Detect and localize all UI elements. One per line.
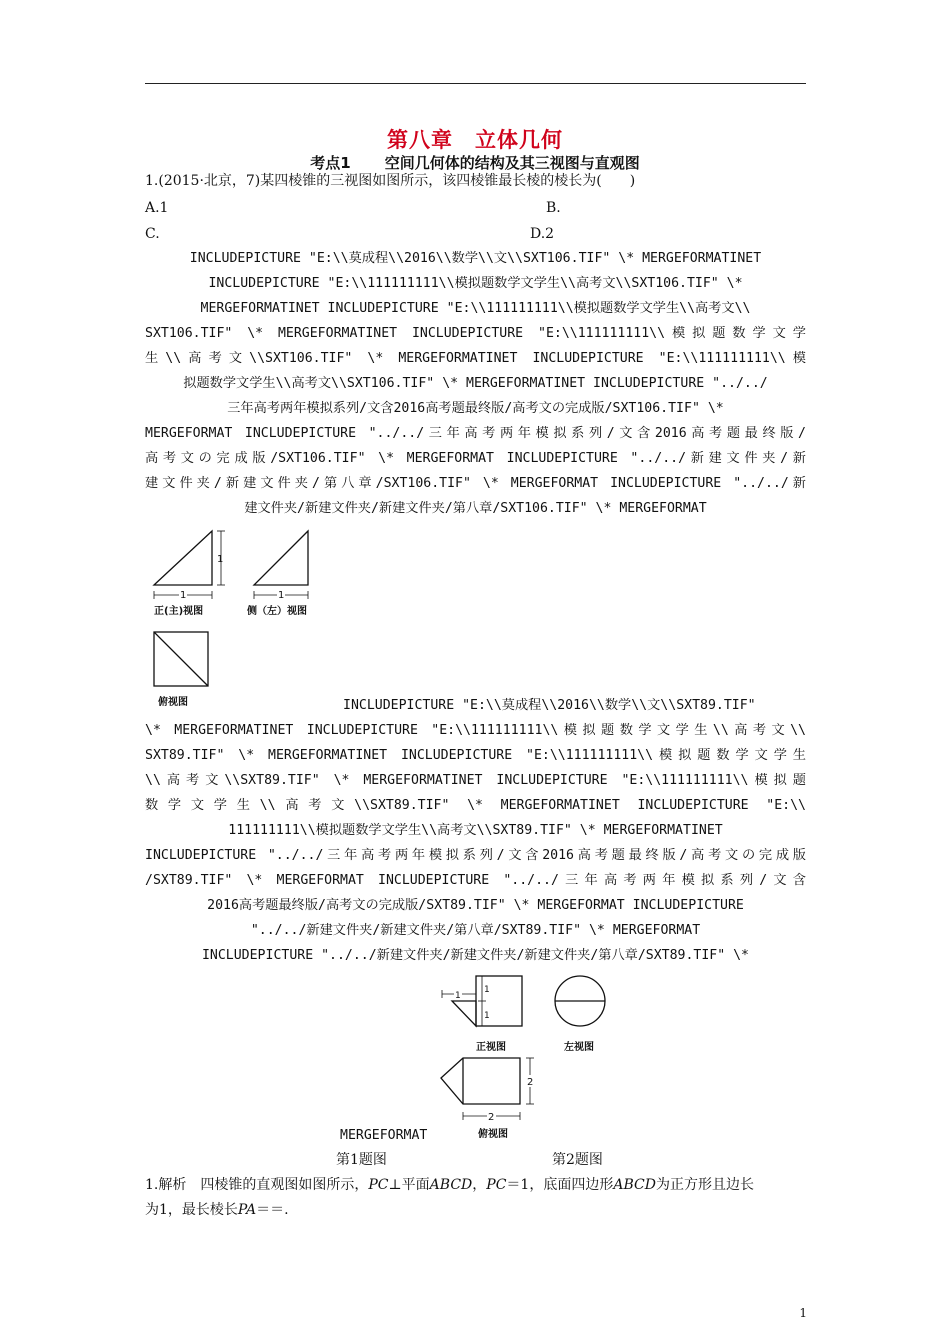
field-code-line: 生\\高考文\\SXT106.TIF" \* MERGEFORMATINET INCLUDEPICTURE "E:\\111111111\\模 xyxy=(145,351,806,366)
option-a: A.1 xyxy=(145,200,169,216)
left-view-label: 左视图 xyxy=(564,1042,594,1053)
figure-1-three-views xyxy=(145,525,335,715)
field-code-line: "../../新建文件夹/新建文件夹/第八章/SXT89.TIF" \* MERGEFORMAT xyxy=(250,923,701,938)
option-b: B. xyxy=(546,200,561,216)
front-view-label: 正视图 xyxy=(476,1042,506,1053)
field-code-line: 数学文学生\\高考文\\SXT89.TIF" \* MERGEFORMATINET INCLUDEPICTURE "E:\\ xyxy=(145,798,806,813)
field-code-line: 高考文の完成版/SXT106.TIF" \* MERGEFORMAT INCLUDEPICTURE "../../新建文件夹/新 xyxy=(145,451,806,466)
dim-label: 1 xyxy=(484,1011,490,1021)
field-code-line: SXT106.TIF" \* MERGEFORMATINET INCLUDEPICTURE "E:\\111111111\\模拟题数学文学 xyxy=(145,326,806,341)
page-number: 1 xyxy=(799,1306,807,1320)
dim-label: 1 xyxy=(217,554,224,565)
solution-line-1: 1.解析 四棱锥的直观图如图所示，PC⊥平面ABCD，PC＝1，底面四边形ABCD为正方形且边长 xyxy=(145,1177,754,1193)
field-code-line: \\高考文\\SXT89.TIF" \* MERGEFORMATINET INCLUDEPICTURE "E:\\111111111\\模拟题 xyxy=(145,773,806,788)
dim-label: 1 xyxy=(278,590,285,601)
field-code-line: INCLUDEPICTURE "E:\\莫成程\\2016\\数学\\文\\SXT106.TIF" \* MERGEFORMATINET xyxy=(189,251,762,266)
question-1-stem: 1.(2015·北京，7)某四棱锥的三视图如图所示，该四棱锥最长棱的棱长为( ) xyxy=(145,173,636,189)
option-c: C. xyxy=(145,226,160,242)
field-code-line: INCLUDEPICTURE "E:\\111111111\\模拟题数学文学生\\高考文\\SXT106.TIF" \* xyxy=(208,276,743,291)
top-view xyxy=(154,632,208,686)
field-code-line: INCLUDEPICTURE "../../新建文件夹/新建文件夹/新建文件夹/第八章/SXT89.TIF" \* xyxy=(201,948,749,963)
dim-label: 1 xyxy=(484,985,490,995)
field-code-line: INCLUDEPICTURE "../../三年高考两年模拟系列/文含2016高考题最终版/高考文の完成版 xyxy=(145,848,806,863)
header-rule xyxy=(145,83,806,84)
dim-label: 1 xyxy=(455,991,461,1001)
front-view xyxy=(154,531,225,599)
left-view xyxy=(555,976,605,1026)
chapter-title: 第八章 立体几何 xyxy=(387,128,563,152)
field-code-line: 建文件夹/新建文件夹/第八章/SXT106.TIF" \* MERGEFORMAT INCLUDEPICTURE "../../新 xyxy=(145,476,806,491)
field-code-line: MERGEFORMATINET INCLUDEPICTURE "E:\\111111111\\模拟题数学文学生\\高考文\\ xyxy=(200,301,751,316)
field-code-line: 建文件夹/新建文件夹/新建文件夹/第八章/SXT106.TIF" \* MERGEFORMAT xyxy=(244,501,707,516)
field-code-line: 111111111\\模拟题数学文学生\\高考文\\SXT89.TIF" \* MERGEFORMATINET xyxy=(228,823,723,838)
field-code-line: /SXT89.TIF" \* MERGEFORMAT INCLUDEPICTURE "../../三年高考两年模拟系列/文含 xyxy=(145,873,806,888)
field-code-line: \* MERGEFORMATINET INCLUDEPICTURE "E:\\111111111\\模拟题数学文学生\\高考文\\ xyxy=(145,723,807,738)
dim-label: 1 xyxy=(180,590,187,601)
figure-2-caption: 第2题图 xyxy=(552,1152,603,1168)
field-code-line: 拟题数学文学生\\高考文\\SXT106.TIF" \* MERGEFORMATINET INCLUDEPICTURE "../../ xyxy=(183,376,768,391)
field-code-line: MERGEFORMAT INCLUDEPICTURE "../../三年高考两年模拟系列/文含2016高考题最终版/ xyxy=(145,426,806,441)
dim-label: 2 xyxy=(527,1077,534,1088)
front-view-label: 正(主)视图 xyxy=(154,606,204,617)
front-view xyxy=(442,976,522,1026)
top-view-label: 俯视图 xyxy=(158,697,188,708)
figure-1-caption: 第1题图 xyxy=(336,1152,387,1168)
section-label: 考点1 xyxy=(310,154,351,172)
figure-2-three-views xyxy=(438,970,613,1145)
solution-line-2: 为1，最长棱长PA＝＝. xyxy=(145,1202,289,1218)
dim-label: 2 xyxy=(488,1112,495,1123)
top-view-label: 俯视图 xyxy=(478,1129,508,1140)
section-heading xyxy=(0,152,950,173)
field-code-line: 2016高考题最终版/高考文の完成版/SXT89.TIF" \* MERGEFORMAT INCLUDEPICTURE xyxy=(207,898,744,913)
field-code-line: INCLUDEPICTURE "E:\\莫成程\\2016\\数学\\文\\SXT89.TIF" xyxy=(343,698,756,713)
field-code-line: SXT89.TIF" \* MERGEFORMATINET INCLUDEPICTURE "E:\\111111111\\模拟题数学文学生 xyxy=(145,748,806,763)
side-view-label: 侧（左）视图 xyxy=(247,606,307,617)
field-code-line: 三年高考两年模拟系列/文含2016高考题最终版/高考文の完成版/SXT106.TIF" \* xyxy=(227,401,724,416)
option-d: D.2 xyxy=(530,226,555,242)
field-code-trailing: MERGEFORMAT xyxy=(340,1128,428,1143)
section-title: 空间几何体的结构及其三视图与直观图 xyxy=(384,154,640,172)
side-view xyxy=(254,531,308,599)
